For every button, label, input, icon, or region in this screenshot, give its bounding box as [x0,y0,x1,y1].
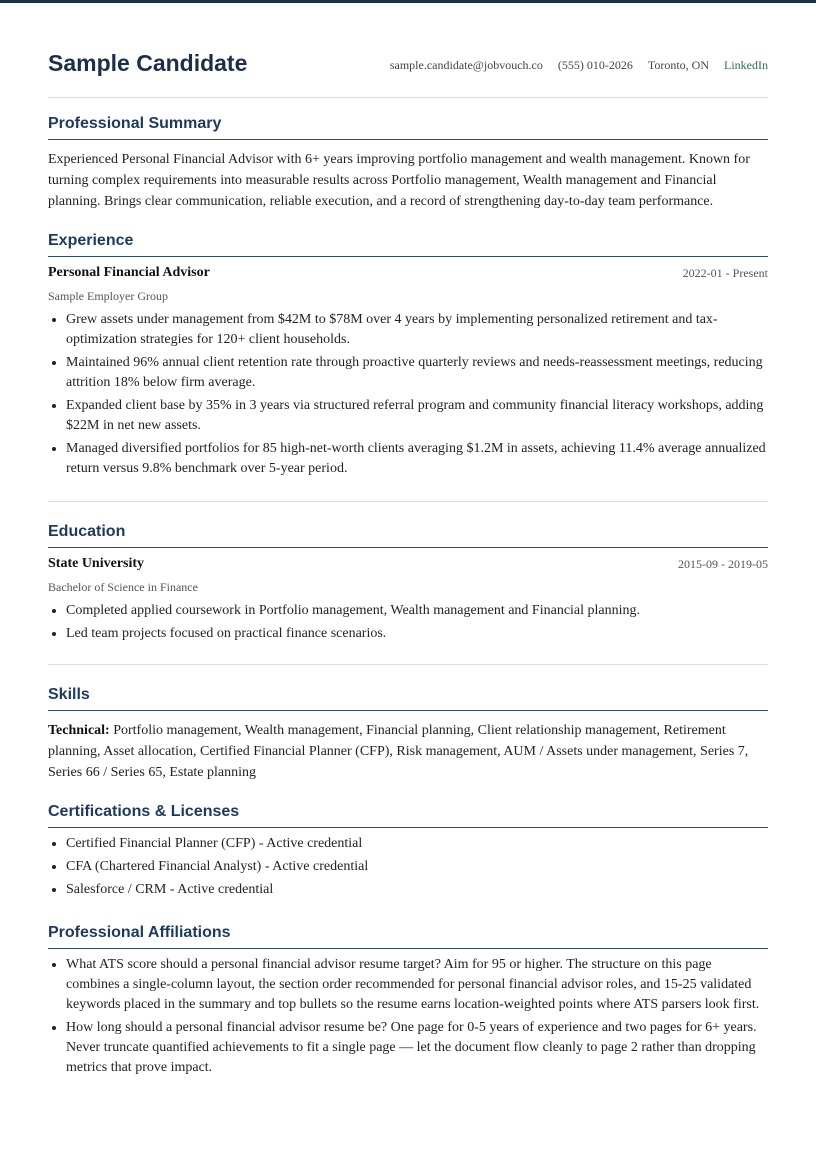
experience-bullet: • Grew assets under management from $42M to $78M over 4 years by implementing personalized retirement and tax-optimization strategies for 120+ client households. [66,310,768,350]
summary-heading: Professional Summary [48,114,768,140]
employer-name: Sample Employer Group [48,289,168,303]
certification-item: • Salesforce / CRM - Active credential [66,880,768,900]
education-heading: Education [48,522,768,548]
education-bullets [48,601,768,644]
contact-email[interactable]: sample.candidate@jobvouch.co [389,58,543,72]
experience-bullet: • Managed diversified portfolios for 85 high-net-worth clients averaging $1.2M in assets, achieving 11.4% average annualized return versus 9.8% benchmark over 5-year period. [66,439,768,479]
degree-name: Bachelor of Science in Finance [48,580,198,594]
certification-item: • CFA (Chartered Financial Analyst) - Active credential [66,857,768,877]
school-name: State University [48,556,145,571]
affiliation-item: • What ATS score should a personal financial advisor resume target? Aim for 95 or higher. The structure on this page combines a single-column layout, the section order recommended for personal financial advisor roles, and 15-25 validated keywords placed in the summary and top bullets so the resume earns location-weighted points where ATS parsers look first. [66,955,768,1015]
section-divider [48,664,768,665]
experience-bullets [48,310,768,479]
certifications-section [48,802,768,903]
skills-section [48,685,768,783]
affiliations-section [48,923,768,1081]
linkedin-link[interactable]: LinkedIn [724,58,768,72]
contact-line [378,58,768,73]
job-dates: 2022-01 - Present [682,266,768,280]
skills-list: Portfolio management, Wealth management, Financial planning, Client relationship management, Retirement planning, Asset allocation, Certified Financial Planner (CFP), Risk management, AUM / Assets under management, Series 7, Series 66 / Series 65, Estate planning [48,723,749,780]
education-bullet: • Completed applied coursework in Portfolio management, Wealth management and Financial planning. [66,601,768,621]
experience-heading: Experience [48,231,768,257]
skills-text [48,720,768,783]
certification-item: • Certified Financial Planner (CFP) - Active credential [66,834,768,854]
affiliation-item: • How long should a personal financial advisor resume be? One page for 0-5 years of experience and two pages for 6+ years. Never truncate quantified achievements to fit a single page — let the document flow cleanly to page 2 rather than dropping metrics that prove impact. [66,1018,768,1078]
summary-section [48,114,768,212]
education-dates: 2015-09 - 2019-05 [678,557,768,571]
affiliations-heading: Professional Affiliations [48,923,768,949]
contact-phone: (555) 010-2026 [557,58,633,72]
skills-heading: Skills [48,685,768,711]
contact-location: Toronto, ON [647,58,709,72]
job-title: Personal Financial Advisor [48,265,210,280]
education-section [48,522,768,647]
education-bullet: • Led team projects focused on practical finance scenarios. [66,624,768,644]
affiliations-list [48,955,768,1078]
education-entry-header [48,556,768,576]
summary-text: Experienced Personal Financial Advisor with 6+ years improving portfolio management and wealth management. Known for turning complex requirements into measurable results across Portfolio management, Wealth management and Financial planning. Brings clear communication, reliable execution, and a record of strengthening day-to-day team performance. [48,152,750,209]
experience-bullet: • Expanded client base by 35% in 3 years via structured referral program and community financial literacy workshops, adding $22M in net new assets. [66,396,768,436]
top-accent-bar [0,0,816,3]
resume-header [48,49,768,98]
experience-section [48,231,768,482]
certifications-list [48,834,768,900]
experience-entry-header [48,265,768,285]
certifications-heading: Certifications & Licenses [48,802,768,828]
experience-bullet: • Maintained 96% annual client retention rate through proactive quarterly reviews and needs-reassessment meetings, reducing attrition 18% below firm average. [66,353,768,393]
section-divider [48,501,768,502]
skills-label: Technical: [48,723,110,738]
candidate-name: Sample Candidate [48,50,248,76]
